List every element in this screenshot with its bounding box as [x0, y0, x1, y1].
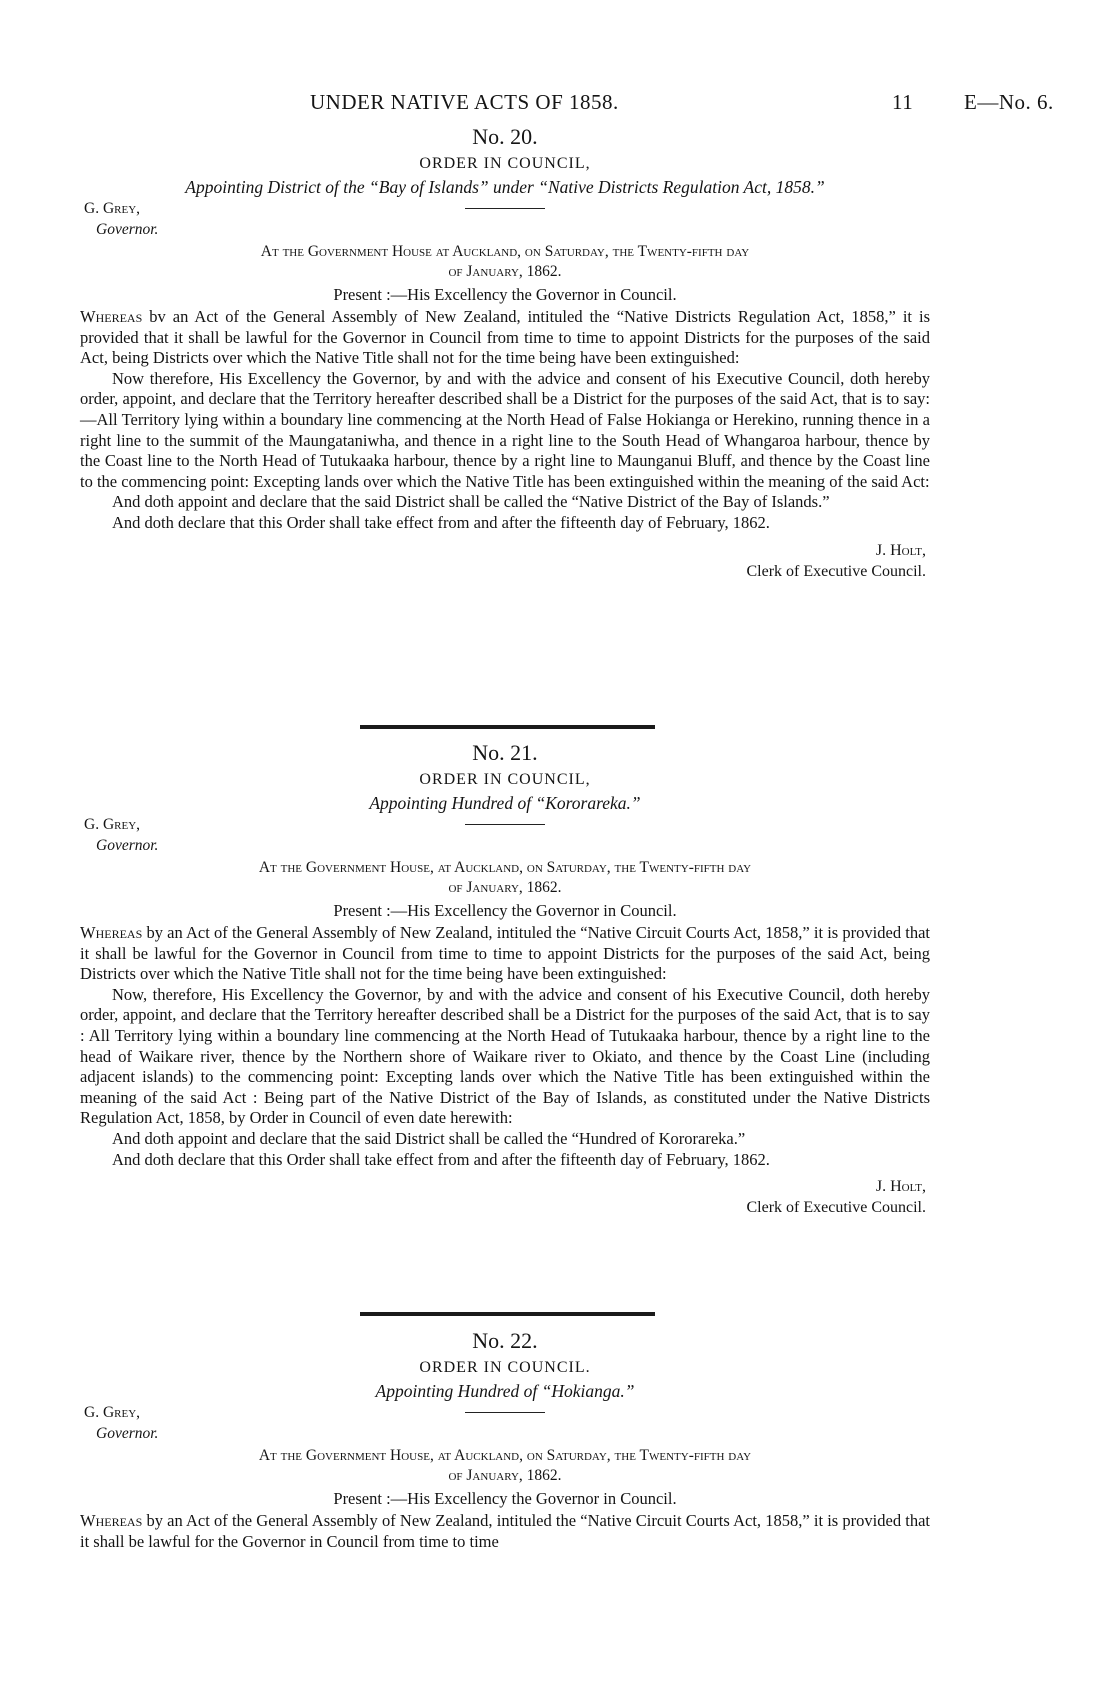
clerk-title: Clerk of Executive Council. — [746, 562, 926, 580]
governor-block — [80, 814, 930, 858]
clerk-name: J. Holt, — [875, 541, 926, 559]
clerk-title: Clerk of Executive Council. — [746, 1199, 926, 1217]
page-number: 11 — [892, 90, 914, 114]
order-kind: ORDER IN COUNCIL, — [419, 155, 591, 172]
governor-role: Governor. — [96, 221, 159, 238]
section-divider — [360, 1312, 655, 1316]
paragraph: And doth declare that this Order shall take effect from and after the fifteenth day of February, 1862. — [112, 512, 770, 532]
paragraph: bv an Act of the General Assembly of New Zealand, intituled the “Native Districts Regulation Act, 1858,” it is provided that it shall be lawful for the Governor in Council from time to time to appoint Districts for the purposes of the said Act, being Districts over which the Native Title shall not for the time being have been extinguished: — [80, 307, 930, 368]
order-kind: ORDER IN COUNCIL. — [419, 1359, 591, 1376]
whereas-word: Whereas — [80, 1511, 143, 1530]
present-line: Present :—His Excellency the Governor in Council. — [333, 1489, 677, 1508]
present-line: Present :—His Excellency the Governor in Council. — [333, 901, 677, 920]
paragraph: And doth appoint and declare that the said District shall be called the “Native District of the Bay of Islands.” — [112, 492, 830, 512]
order-subtitle: Appointing Hundred of “Hokianga.” — [375, 1381, 635, 1401]
governor-name: G. Grey, — [84, 200, 141, 217]
order-no-22 — [80, 1326, 930, 1552]
whereas-word: Whereas — [80, 923, 143, 942]
governor-block — [80, 198, 930, 242]
order-number: No. 20. — [472, 124, 538, 149]
order-no-21 — [80, 738, 930, 1218]
order-body — [80, 307, 930, 534]
section-divider — [360, 725, 655, 729]
order-kind: ORDER IN COUNCIL, — [419, 771, 591, 788]
governor-role: Governor. — [96, 837, 159, 854]
order-subtitle: Appointing Hundred of “Kororareka.” — [369, 793, 641, 813]
place-line: of January, 1862. — [448, 263, 562, 280]
paragraph: Now, therefore, His Excellency the Governor, by and with the advice and consent of his Executive Council, doth hereby order, appoint, and declare that the Territory hereafter described shall be a District for the purposes of the said Act, that is to say : All Territory lying within a boundary line commencing at the North Head of Tutukaaka harbour, thence by a right line to the head of Waikare river, thence by the Northern shore of Waikare river to Okiato, and thence by the Coast Line (including adjacent islands) to the commencing point: Excepting lands over which the Native Title has been extinguished within the meaning of the said Act : Being part of the Native District of the Bay of Islands, as constituted under the Native Districts Regulation Act, 1858, by Order in Council of even date herewith: — [80, 984, 930, 1128]
short-rule — [465, 208, 545, 209]
order-number: No. 21. — [472, 740, 538, 765]
paper-reference: E—No. 6. — [964, 90, 1054, 114]
clerk-name: J. Holt, — [875, 1178, 926, 1196]
order-body — [80, 923, 930, 1170]
governor-block — [80, 1402, 930, 1446]
governor-role: Governor. — [96, 1425, 159, 1442]
paragraph: And doth appoint and declare that the said District shall be called the “Hundred of Kororareka.” — [112, 1128, 746, 1148]
order-number: No. 22. — [472, 1328, 538, 1353]
short-rule — [465, 1412, 545, 1413]
running-header — [0, 90, 1114, 120]
order-no-20 — [80, 122, 930, 582]
place-line: At the Government House, at Auckland, on Saturday, the Twenty-fifth day — [258, 1447, 752, 1464]
short-rule — [465, 824, 545, 825]
order-subtitle: Appointing District of the “Bay of Islands” under “Native Districts Regulation Act, 1858.” — [185, 177, 825, 197]
governor-name: G. Grey, — [84, 1404, 141, 1421]
present-line: Present :—His Excellency the Governor in Council. — [333, 285, 677, 304]
paragraph: by an Act of the General Assembly of New Zealand, intituled the “Native Circuit Courts Act, 1858,” it is provided that it shall be lawful for the Governor in Council from time to time to appoint Districts for the purposes of the said Act, being Districts over which the Native Title shall not for the time being have been extinguished: — [80, 923, 931, 984]
signature-block — [80, 1176, 930, 1218]
paragraph: And doth declare that this Order shall take effect from and after the fifteenth day of February, 1862. — [112, 1149, 770, 1169]
signature-block — [80, 540, 930, 582]
governor-name: G. Grey, — [84, 816, 141, 833]
whereas-word: Whereas — [80, 307, 143, 326]
place-line: of January, 1862. — [448, 1467, 562, 1484]
place-line: At the Government House at Auckland, on Saturday, the Twenty-fifth day — [260, 243, 750, 260]
paragraph: Now therefore, His Excellency the Governor, by and with the advice and consent of his Executive Council, doth hereby order, appoint, and declare that the Territory hereafter described shall be a District for the purposes of the said Act, that is to say:—All Territory lying within a boundary line commencing at the North Head of False Hokianga or Herekino, running thence in a right line to the summit of the Maungataniwha, and thence in a right line to the South Head of Whangaroa harbour, thence by the Coast line to the North Head of Tutukaaka harbour, thence by a right line to Maunganui Bluff, and thence by the Coast line to the commencing point: Excepting lands over which the Native Title has been extinguished within the meaning of the said Act: — [80, 368, 930, 491]
paragraph: by an Act of the General Assembly of New Zealand, intituled the “Native Circuit Courts Act, 1858,” it is provided that it shall be lawful for the Governor in Council from time to time — [80, 1511, 931, 1551]
running-title: UNDER NATIVE ACTS OF 1858. — [310, 90, 619, 114]
place-line: of January, 1862. — [448, 879, 562, 896]
place-line: At the Government House, at Auckland, on Saturday, the Twenty-fifth day — [258, 859, 752, 876]
order-body — [80, 1511, 930, 1552]
